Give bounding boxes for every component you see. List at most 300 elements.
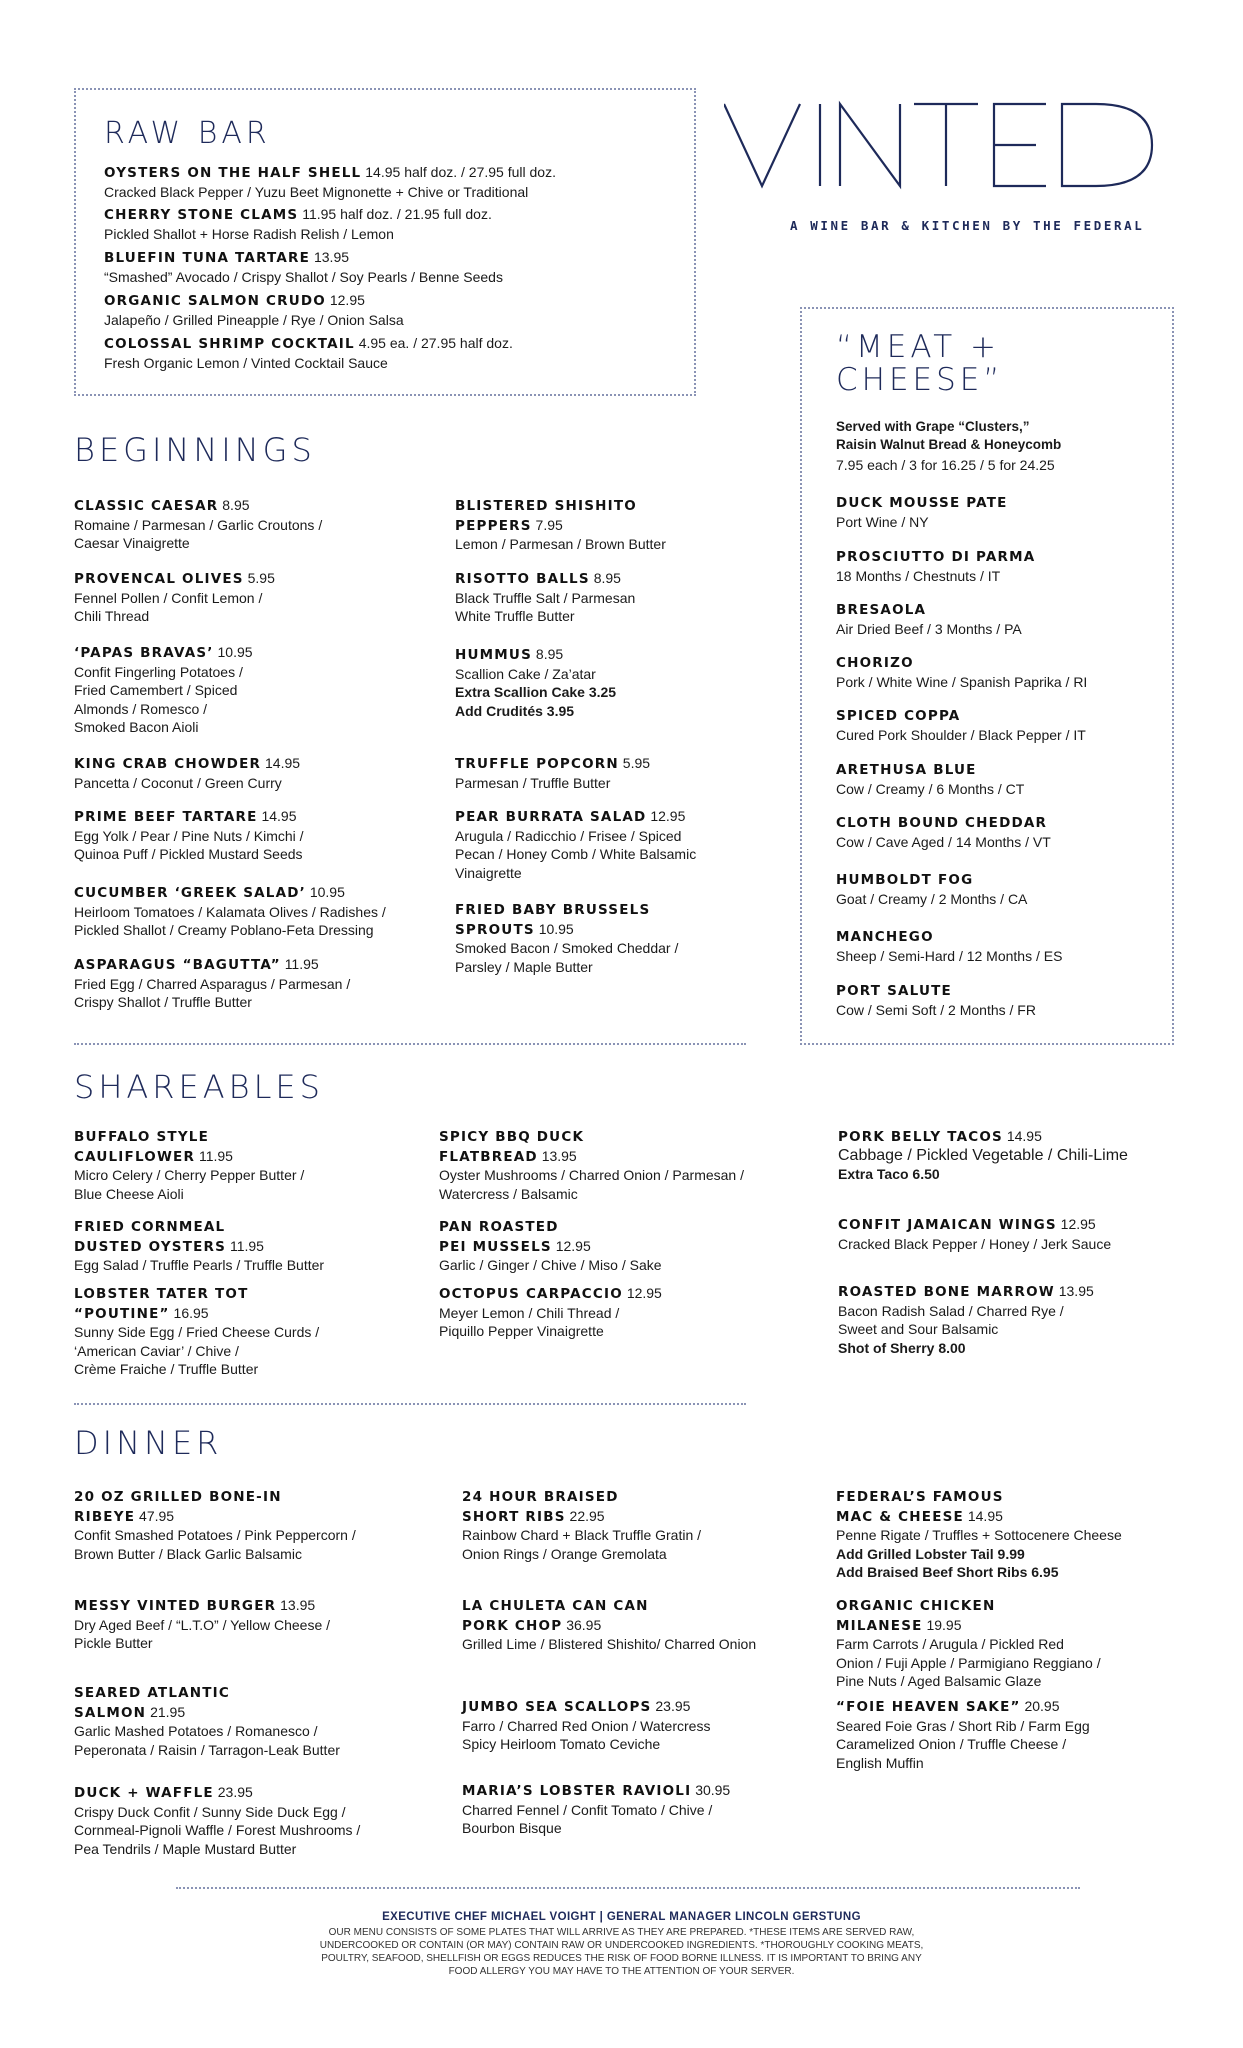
menu-item [462,1781,822,1838]
menu-item-heading [836,760,1156,780]
menu-item-price: 4.95 ea. / 27.95 half doz. [358,335,513,351]
menu-item-description: ‘American Caviar’ / Chive / [74,1342,239,1359]
menu-item-description: Meyer Lemon / Chili Thread / [439,1304,620,1321]
menu-item-heading [462,1596,822,1616]
menu-item-name: LOBSTER TATER TOT [74,1286,249,1302]
menu-item-description: Pickle Butter [74,1635,153,1651]
dinner-title: DINNER [74,1424,223,1462]
menu-item-heading [104,163,684,183]
menu-item-description: Charred Fennel / Confit Tomato / Chive / [462,1801,713,1818]
menu-item-heading-2 [74,1703,454,1723]
menu-item-heading [439,1217,819,1237]
menu-item-price: 12.95 [329,292,365,308]
menu-item-description: Caramelized Onion / Truffle Cheese / [836,1736,1067,1752]
menu-item-price: 14.95 [261,808,297,824]
menu-item [462,1596,822,1654]
menu-item-heading-2 [455,516,795,536]
menu-item-price: 22.95 [569,1507,605,1524]
menu-item-addon: Shot of Sherry 8.00 [838,1339,966,1356]
menu-item-price: 23.95 [655,1698,691,1714]
menu-item-description: Scallion Cake / Za’atar [455,665,596,682]
menu-item-description: Piquillo Pepper Vinaigrette [439,1323,604,1339]
vinted-logo-graphic [724,98,1154,194]
menu-item-name: CLASSIC CAESAR [74,498,219,514]
menu-item-name: BRESAOLA [836,602,927,618]
menu-item-price: 8.95 [593,570,621,586]
menu-item [838,1215,1198,1253]
menu-item-heading [74,569,454,589]
menu-item [439,1284,819,1341]
menu-item-description: Parsley / Maple Butter [455,958,593,975]
beginnings-title: BEGINNINGS [74,431,316,469]
menu-item [104,291,684,329]
menu-item-description: Confit Fingerling Potatoes / [74,663,243,680]
menu-item-name: ARETHUSA BLUE [836,762,977,778]
menu-item-description: White Truffle Butter [455,608,575,624]
footer-credits: EXECUTIVE CHEF MICHAEL VOIGHT | GENERAL MANAGER LINCOLN GERSTUNG [382,1911,861,1923]
menu-item-name: BUFFALO STYLE [74,1129,210,1145]
menu-item-heading [455,900,795,920]
divider-2 [74,1403,746,1405]
menu-item-name: CUCUMBER ‘GREEK SALAD’ [74,885,306,901]
menu-item-description: Crispy Duck Confit / Sunny Side Duck Egg / [74,1803,346,1820]
menu-item [836,547,1156,585]
menu-item-description: “Smashed” Avocado / Crispy Shallot / Soy Pearls / Benne Seeds [104,268,503,285]
menu-item-name: SPICED COPPA [836,708,961,724]
menu-item-description: Seared Foie Gras / Short Rib / Farm Egg [836,1717,1090,1734]
menu-item [836,981,1156,1019]
menu-item-price: 16.95 [173,1304,209,1321]
menu-item-heading [439,1127,819,1147]
menu-item-description: Onion Rings / Orange Gremolata [462,1545,667,1562]
menu-item-description: Sunny Side Egg / Fried Cheese Curds / [74,1324,320,1340]
menu-item-heading [104,291,684,311]
menu-item-heading [838,1282,1198,1302]
menu-item [836,706,1156,744]
menu-item-heading [462,1781,822,1801]
menu-item-name: CONFIT JAMAICAN WINGS [838,1217,1057,1233]
menu-item-price: 12.95 [650,808,686,824]
menu-item [74,1683,454,1759]
menu-item-price: 13.95 [541,1147,577,1164]
menu-item [838,1282,1198,1357]
menu-item-price: 5.95 [622,755,651,771]
menu-item-addon: Add Braised Beef Short Ribs 6.95 [836,1564,1059,1580]
menu-item-description: Pine Nuts / Aged Balsamic Glaze [836,1673,1042,1689]
menu-item-description: Sweet and Sour Balsamic [838,1321,999,1337]
menu-item-heading [838,1127,1198,1147]
menu-item-price: 11.95 [284,956,319,972]
menu-item [74,1127,434,1203]
menu-item-heading [74,1487,454,1507]
menu-item-name: DUCK MOUSSE PATE [836,495,1008,511]
menu-item-name: MANCHEGO [836,929,934,945]
menu-item-heading [74,643,454,663]
menu-item-description: Grilled Lime / Blistered Shishito/ Charred Onion [462,1636,757,1652]
menu-item-heading [836,981,1156,1001]
menu-item-heading [74,955,454,975]
menu-item-price: 23.95 [217,1784,253,1800]
menu-item-price: 21.95 [150,1703,186,1720]
menu-item-description: Pecan / Honey Comb / White Balsamic [455,846,697,862]
menu-item-name: ‘PAPAS BRAVAS’ [74,645,214,661]
menu-item-name: PORK BELLY TACOS [838,1129,1003,1145]
menu-item-name-line2: FLATBREAD [439,1148,538,1165]
menu-item-price: 36.95 [566,1616,602,1633]
menu-item-description: Quinoa Puff / Pickled Mustard Seeds [74,846,303,862]
menu-item-price: 8.95 [222,497,250,513]
menu-item-description: 18 Months / Chestnuts / IT [836,567,1001,584]
menu-item-name-line2: CAULIFLOWER [74,1148,196,1165]
menu-item [74,569,454,626]
meat-cheese-intro-1: Served with Grape “Clusters,” [836,419,1030,434]
menu-item-name: CLOTH BOUND CHEDDAR [836,815,1048,831]
menu-item-name: ORGANIC CHICKEN [836,1598,996,1614]
menu-item [439,1127,819,1203]
menu-item-description: Pork / White Wine / Spanish Paprika / RI [836,673,1088,690]
menu-item [836,493,1156,531]
menu-item-name: JUMBO SEA SCALLOPS [462,1699,652,1715]
menu-item [74,807,454,864]
menu-item-heading-2 [455,920,795,940]
menu-item-description: Onion / Fuji Apple / Parmigiano Reggiano / [836,1654,1101,1671]
menu-item [74,1783,454,1858]
menu-item-description: Caesar Vinaigrette [74,535,190,551]
menu-item-name: HUMMUS [455,647,533,663]
menu-item [836,927,1156,965]
menu-item-heading [838,1215,1198,1235]
menu-item-name: SPICY BBQ DUCK [439,1129,585,1145]
menu-item-description: Air Dried Beef / 3 Months / PA [836,620,1022,637]
menu-item-name-line2: PEI MUSSELS [439,1238,552,1255]
menu-item-name: PROVENCAL OLIVES [74,571,244,587]
raw-bar-title: RAW BAR [104,116,271,151]
menu-item [838,1127,1198,1184]
menu-item-description: Egg Salad / Truffle Pearls / Truffle Butter [74,1257,325,1273]
menu-item-heading [836,1596,1196,1616]
menu-item-description: Brown Butter / Black Garlic Balsamic [74,1545,302,1562]
menu-item-description: Lemon / Parmesan / Brown Butter [455,536,666,552]
menu-item [74,643,454,737]
menu-item-description: Cracked Black Pepper / Yuzu Beet Mignonette + Chive or Traditional [104,183,529,200]
menu-item-name-line2: SPROUTS [455,921,535,938]
menu-item-heading [836,600,1156,620]
menu-item-price: 5.95 [247,570,275,586]
menu-item-name: MESSY VINTED BURGER [74,1598,277,1614]
menu-item-heading [836,706,1156,726]
menu-item-description: Cow / Semi Soft / 2 Months / FR [836,1001,1036,1018]
menu-item-description: Almonds / Romesco / [74,700,208,717]
menu-item-description: Micro Celery / Cherry Pepper Butter / [74,1167,305,1183]
menu-item-description: Cow / Cave Aged / 14 Months / VT [836,833,1051,850]
menu-item-description: Farro / Charred Red Onion / Watercress [462,1717,711,1734]
menu-item-heading [74,1127,434,1147]
menu-item-heading [836,493,1156,513]
menu-item-description: Farm Carrots / Arugula / Pickled Red [836,1636,1064,1652]
menu-item-description: Heirloom Tomatoes / Kalamata Olives / Radishes / [74,903,386,920]
menu-item-price: 13.95 [1058,1283,1094,1299]
menu-item-description: Cured Pork Shoulder / Black Pepper / IT [836,726,1086,743]
menu-item-name: 24 HOUR BRAISED [462,1489,619,1505]
menu-item [836,1487,1196,1582]
meat-cheese-intro-2: Raisin Walnut Bread & Honeycomb [836,437,1062,452]
menu-item [455,569,795,626]
brand-tagline: A WINE BAR & KITCHEN BY THE FEDERAL [790,218,1145,233]
menu-item-description: Dry Aged Beef / “L.T.O” / Yellow Cheese / [74,1616,331,1633]
menu-item [836,653,1156,691]
menu-item-price: 12.95 [626,1285,662,1301]
menu-item-heading [74,496,454,516]
menu-item-name: OCTOPUS CARPACCIO [439,1286,623,1302]
menu-item-heading [836,547,1156,567]
menu-item-name: MARIA’S LOBSTER RAVIOLI [462,1783,692,1799]
menu-item-heading [104,334,684,354]
menu-item-description: Penne Rigate / Truffles + Sottocenere Cheese [836,1527,1122,1543]
menu-item-heading [836,1487,1196,1507]
menu-item-description: Port Wine / NY [836,513,929,530]
footer-notice-2: UNDERCOOKED OR CONTAIN (OR MAY) CONTAIN RAW OR UNDERCOOKED INGREDIENTS. *THOROUGHLY COOKING MEATS, [319,1940,924,1951]
menu-item-name: SEARED ATLANTIC [74,1685,231,1701]
menu-item-heading [455,645,795,665]
menu-item-addon: Add Grilled Lobster Tail 9.99 [836,1545,1025,1562]
menu-item [74,1217,434,1275]
menu-item-name: ORGANIC SALMON CRUDO [104,293,326,309]
menu-item-heading [439,1284,819,1304]
menu-item-heading [455,496,795,516]
menu-item-name: RISOTTO BALLS [455,571,590,587]
menu-item-heading-2 [74,1507,454,1527]
menu-item-price: 19.95 [926,1616,962,1633]
menu-item-description: Bacon Radish Salad / Charred Rye / [838,1302,1064,1319]
menu-item-description: Pickled Shallot / Creamy Poblano-Feta Dressing [74,922,374,938]
menu-item [455,807,795,882]
menu-item-name: 20 OZ GRILLED BONE-IN [74,1489,282,1505]
menu-item-price: 20.95 [1024,1698,1060,1714]
menu-item [455,900,795,976]
menu-item-name: FEDERAL’S FAMOUS [836,1489,1004,1505]
menu-item-description: Blue Cheese Aioli [74,1185,184,1202]
menu-item [104,334,684,372]
vinted-logo [724,98,1154,194]
menu-item-heading [836,1697,1196,1717]
menu-item [74,496,454,553]
menu-item [74,1284,434,1379]
menu-item-description: Cracked Black Pepper / Honey / Jerk Sauce [838,1235,1112,1252]
menu-item-description: Cabbage / Pickled Vegetable / Chili-Lime [838,1146,1128,1164]
menu-item-addon: Extra Taco 6.50 [838,1166,940,1182]
menu-item [836,1596,1196,1691]
menu-item-description: Parmesan / Truffle Butter [455,774,611,791]
menu-item-description: Peperonata / Raisin / Tarragon-Leak Butter [74,1741,340,1758]
menu-item-heading-2 [836,1616,1196,1636]
menu-item-name-line2: PEPPERS [455,517,532,534]
menu-item-heading-2 [462,1616,822,1636]
menu-item-name: PEAR BURRATA SALAD [455,809,647,825]
menu-item [836,1697,1196,1772]
menu-item [104,205,684,243]
menu-item-name: DUCK + WAFFLE [74,1785,214,1801]
menu-item-description: Smoked Bacon / Smoked Cheddar / [455,940,679,956]
menu-item-name: COLOSSAL SHRIMP COCKTAIL [104,336,355,352]
menu-item-description: Cornmeal-Pignoli Waffle / Forest Mushrooms / [74,1822,361,1838]
menu-item-price: 47.95 [139,1507,175,1524]
menu-item [74,883,454,940]
footer-notice-4: FOOD ALLERGY YOU MAY HAVE TO THE ATTENTION OF YOUR SERVER. [448,1966,795,1977]
menu-item-heading-2 [462,1507,822,1527]
menu-item-heading [74,1284,434,1304]
menu-item-description: Black Truffle Salt / Parmesan [455,589,636,606]
menu-item [836,600,1156,638]
menu-item-price: 13.95 [280,1597,316,1613]
menu-item-price: 12.95 [1060,1216,1096,1232]
menu-item-heading [455,569,795,589]
menu-item [836,760,1156,798]
menu-item-description: Crème Fraiche / Truffle Butter [74,1361,259,1377]
menu-item-name: LA CHULETA CAN CAN [462,1598,649,1614]
menu-item-name-line2: SALMON [74,1704,147,1721]
menu-item-description: Pea Tendrils / Maple Mustard Butter [74,1840,297,1857]
menu-item-heading [462,1487,822,1507]
menu-item-description: Fried Camembert / Spiced [74,682,238,698]
menu-item-description: Fresh Organic Lemon / Vinted Cocktail Sauce [104,354,388,371]
menu-item-description: English Muffin [836,1754,924,1771]
menu-item-name-line2: SHORT RIBS [462,1508,566,1525]
menu-item-description: Pancetta / Coconut / Green Curry [74,774,282,791]
menu-item-heading [74,1783,454,1803]
menu-item-name: CHERRY STONE CLAMS [104,207,299,223]
menu-item-price: 10.95 [217,644,253,660]
meat-cheese-title-line2: CHEESE” [836,362,1004,398]
menu-item-description: Sheep / Semi-Hard / 12 Months / ES [836,947,1063,964]
menu-item-name-line2: “POUTINE” [74,1305,170,1322]
footer-notice-3: POULTRY, SEAFOOD, SHELLFISH OR EGGS REDUCES THE RISK OF FOOD BORNE ILLNESS. IT IS IMPORTANT TO BRING ANY [321,1953,922,1964]
menu-item-name: PRIME BEEF TARTARE [74,809,258,825]
menu-item-name-line2: MILANESE [836,1617,923,1634]
divider-footer [176,1887,1080,1889]
menu-item-heading [836,813,1156,833]
menu-item-description: Romaine / Parmesan / Garlic Croutons / [74,516,323,533]
menu-item-heading [462,1697,822,1717]
menu-item-heading [74,1683,454,1703]
menu-item-heading [836,870,1156,890]
menu-item-name: “FOIE HEAVEN SAKE” [836,1699,1021,1715]
menu-item-name-line2: MAC & CHEESE [836,1508,964,1525]
menu-item-description: Garlic Mashed Potatoes / Romanesco / [74,1723,318,1739]
menu-item-name-line2: RIBEYE [74,1508,136,1525]
menu-item-description: Fennel Pollen / Confit Lemon / [74,589,263,606]
menu-item [455,645,795,720]
menu-item [462,1487,822,1563]
menu-item-description: Spicy Heirloom Tomato Ceviche [462,1736,661,1752]
menu-item [455,496,795,554]
menu-item-price: 10.95 [538,920,574,937]
menu-item-description: Garlic / Ginger / Chive / Miso / Sake [439,1257,662,1273]
menu-item-addon: Extra Scallion Cake 3.25 [455,684,617,700]
menu-item [74,1487,454,1563]
menu-item-heading-2 [439,1237,819,1257]
menu-item-description: Bourbon Bisque [462,1820,562,1836]
menu-item [439,1217,819,1275]
menu-item-description: Smoked Bacon Aioli [74,719,199,735]
menu-item-heading [74,754,454,774]
menu-item-name: KING CRAB CHOWDER [74,756,262,772]
menu-item [74,754,454,792]
menu-item-name: PROSCIUTTO DI PARMA [836,549,1036,565]
menu-item [104,248,684,286]
menu-item-name: CHORIZO [836,655,914,671]
menu-item-name: HUMBOLDT FOG [836,872,974,888]
menu-item-name: BLUEFIN TUNA TARTARE [104,250,311,266]
menu-item-name: FRIED BABY BRUSSELS [455,902,651,918]
menu-item-name-line2: PORK CHOP [462,1617,563,1634]
shareables-title: SHAREABLES [74,1068,324,1106]
menu-item-description: Arugula / Radicchio / Frisee / Spiced [455,827,682,844]
menu-item-price: 13.95 [313,249,350,265]
menu-item-price: 7.95 [535,516,563,533]
meat-cheese-title-line1: “MEAT + [836,329,1000,365]
menu-item-heading [455,754,795,774]
menu-item-description: Crispy Shallot / Truffle Butter [74,994,252,1010]
menu-item-description: Rainbow Chard + Black Truffle Gratin / [462,1527,702,1543]
menu-item-description: Goat / Creamy / 2 Months / CA [836,890,1028,907]
menu-item-description: Pickled Shallot + Horse Radish Relish / Lemon [104,225,394,242]
menu-item-description: Oyster Mushrooms / Charred Onion / Parmesan / [439,1167,744,1183]
menu-item-price: 11.95 half doz. / 21.95 full doz. [302,206,492,222]
menu-item-name: ROASTED BONE MARROW [838,1284,1055,1300]
menu-item-name: PAN ROASTED [439,1219,559,1235]
menu-item-name: PORT SALUTE [836,983,952,999]
menu-item-heading [104,205,684,225]
menu-item-price: 14.95 [265,755,301,771]
menu-item-description: Fried Egg / Charred Asparagus / Parmesan / [74,975,351,992]
menu-item [104,163,684,201]
menu-item-heading-2 [74,1147,434,1167]
menu-item-price: 14.95 [967,1507,1003,1524]
menu-item-name: BLISTERED SHISHITO [455,498,637,514]
menu-item-name-line2: DUSTED OYSTERS [74,1238,227,1255]
menu-item-name: ASPARAGUS “BAGUTTA” [74,957,281,973]
menu-item-price: 8.95 [535,646,564,662]
menu-item-heading [74,1596,454,1616]
menu-item-heading-2 [836,1507,1196,1527]
menu-item [455,754,795,792]
footer-notice-1: OUR MENU CONSISTS OF SOME PLATES THAT WILL ARRIVE AS THEY ARE PREPARED. *THESE ITEMS ARE SERVED RAW, [328,1927,915,1938]
divider-1 [74,1043,746,1045]
menu-item-heading-2 [74,1237,434,1257]
menu-item-heading-2 [74,1304,434,1324]
menu-item [462,1697,822,1754]
menu-item-heading [836,927,1156,947]
menu-item [836,870,1156,908]
menu-item-description: Cow / Creamy / 6 Months / CT [836,780,1025,797]
menu-item-heading [104,248,684,268]
menu-item-name: TRUFFLE POPCORN [455,756,619,772]
menu-item-heading [74,883,454,903]
menu-item-price: 10.95 [309,884,345,900]
menu-item-name: FRIED CORNMEAL [74,1219,226,1235]
menu-item-price: 11.95 [229,1237,264,1254]
menu-item-heading-2 [439,1147,819,1167]
menu-item-addon: Add Crudités 3.95 [455,702,575,719]
menu-item-price: 30.95 [695,1782,731,1798]
menu-item-description: Egg Yolk / Pear / Pine Nuts / Kimchi / [74,827,304,844]
menu-item [836,813,1156,851]
menu-item-heading [836,653,1156,673]
menu-item-description: Vinaigrette [455,864,522,881]
menu-item-description: Watercress / Balsamic [439,1185,578,1202]
menu-item [74,1596,454,1653]
menu-item-description: Chili Thread [74,608,150,624]
